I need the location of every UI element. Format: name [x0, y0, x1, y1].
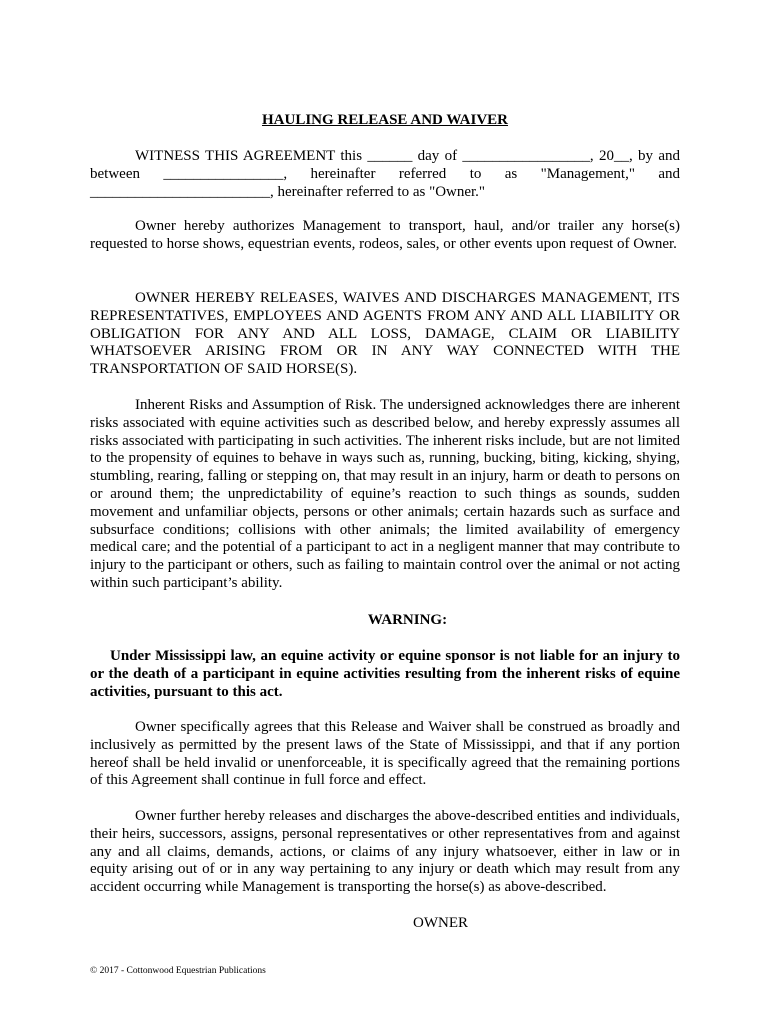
construed-paragraph: Owner specifically agrees that this Release and Waiver shall be construed as broadly and inclusively as permitted by the present laws of the State of Mississippi, and that if any portion hereof shall be held invalid or unenforceable, it is specifically agreed that the remaining portions of this Agreement shall continue in full force and effect.: [90, 719, 680, 789]
release-paragraph: OWNER HEREBY RELEASES, WAIVES AND DISCHARGES MANAGEMENT, ITS REPRESENTATIVES, EMPLOYEES AND AGENTS FROM ANY AND ALL LIABILITY OR OBLIGATION FOR ANY AND ALL LOSS, DAMAGE, CLAIM OR LIABILITY WHATSOEVER ARISING FROM OR IN ANY WAY CONNECTED WITH THE TRANSPORTATION OF SAID HORSE(S).: [90, 290, 680, 378]
warning-text: Under Mississippi law, an equine activity or equine sponsor is not liable for an injury to or the death of a participant in equine activities resulting from the inherent risks of equine activities, pursuant to this act.: [90, 648, 680, 700]
owner-signature-label: OWNER: [413, 915, 468, 931]
authorization-paragraph: Owner hereby authorizes Management to transport, haul, and/or trailer any horse(s) requested to horse shows, equestrian events, rodeos, sales, or other events upon request of Owner.: [90, 218, 680, 252]
witness-paragraph: [90, 148, 680, 201]
document-title: HAULING RELEASE AND WAIVER: [261, 112, 509, 128]
witness-line-2: ________________________, hereinafter referred to as "Owner.": [90, 183, 486, 200]
copyright-footer: © 2017 - Cottonwood Equestrian Publications: [90, 966, 266, 976]
further-release-paragraph: Owner further hereby releases and discharges the above-described entities and individuals, their heirs, successors, assigns, personal representatives or other representatives from and against any and all claims, demands, actions, or claims of any injury whatsoever, either in law or in equity arising out of or in any way pertaining to any injury or death which may result from any accident occurring while Management is transporting the horse(s) as above-described.: [90, 808, 680, 896]
warning-heading: WARNING:: [367, 612, 448, 628]
inherent-risks-paragraph: Inherent Risks and Assumption of Risk. The undersigned acknowledges there are inherent risks associated with equine activities such as described below, and hereby expressly assumes all risks associated with participating in such activities. The inherent risks include, but are not limited to the propensity of equines to behave in ways such as, running, bucking, biting, kicking, shying, stumbling, rearing, falling or stepping on, that may result in an injury, harm or death to persons on or around them; the unpredictability of equine’s reaction to such things as sounds, sudden movement and unfamiliar objects, persons or other animals; certain hazards such as surface and subsurface conditions; collisions with other animals; the limited availability of emergency medical care; and the potential of a participant to act in a negligent manner that may contribute to injury to the participant or others, such as failing to maintain control over the animal or not acting within such participant’s ability.: [90, 397, 680, 591]
witness-line-1: WITNESS THIS AGREEMENT this ______ day of _________________, 20__, by and between ________________, hereinafter referred to as "Management," and: [90, 148, 680, 182]
